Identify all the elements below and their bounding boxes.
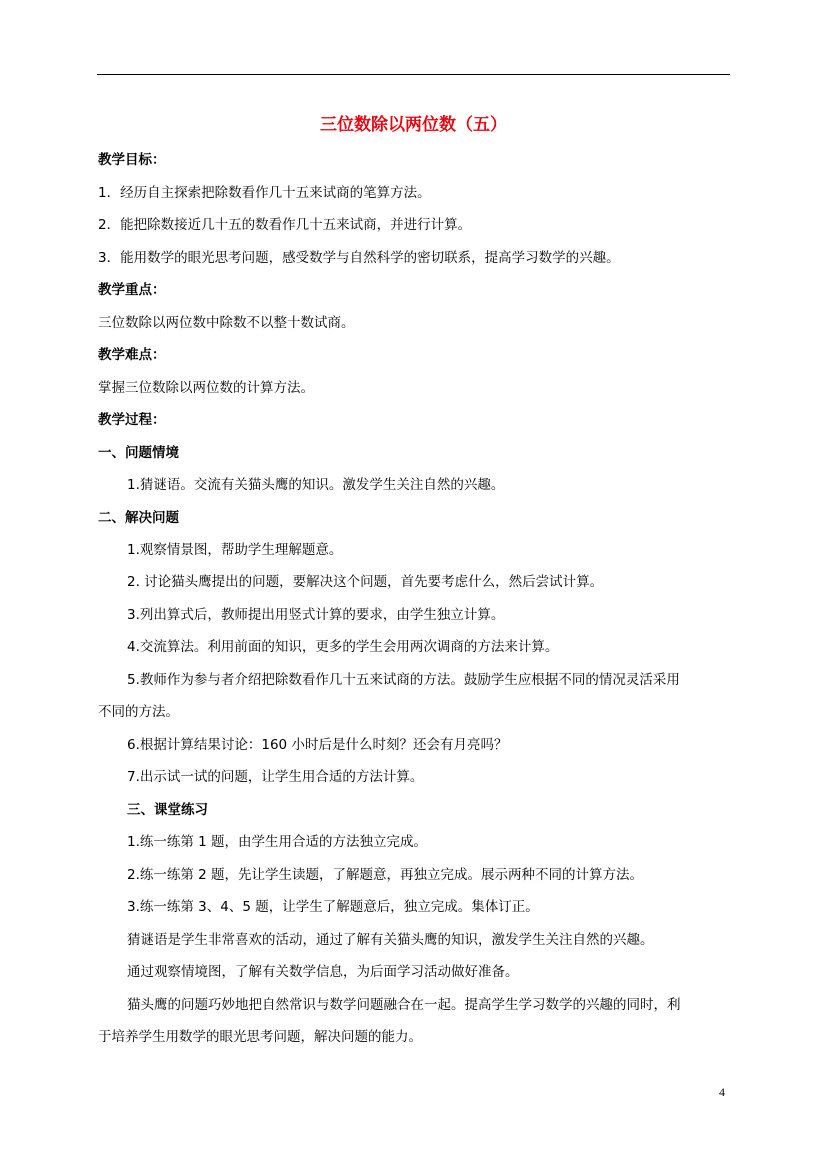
goal-item: 3．能用数学的眼光思考问题，感受数学与自然科学的密切联系，提高学习数学的兴趣。 bbox=[98, 250, 620, 266]
page-number: 4 bbox=[719, 1085, 725, 1099]
document-title: 三位数除以两位数（五） bbox=[320, 115, 507, 135]
section2-heading: 二、解决问题 bbox=[98, 510, 179, 526]
goal-item: 1．经历自主探索把除数看作几十五来试商的笔算方法。 bbox=[98, 185, 431, 201]
section3-item: 1.练一练第 1 题，由学生用合适的方法独立完成。 bbox=[127, 834, 428, 850]
reflection-paragraph-continued: 于培养学生用数学的眼光思考问题，解决问题的能力。 bbox=[98, 1029, 422, 1045]
goal-item: 2．能把除数接近几十五的数看作几十五来试商，并进行计算。 bbox=[98, 217, 472, 233]
section2-item: 7.出示试一试的问题，让学生用合适的方法计算。 bbox=[127, 769, 424, 785]
section2-item: 1.观察情景图，帮助学生理解题意。 bbox=[127, 542, 343, 558]
reflection-paragraph: 猫头鹰的问题巧妙地把自然常识与数学问题融合在一起。提高学生学习数学的兴趣的同时，利 bbox=[127, 997, 681, 1013]
section2-item: 3.列出算式后，教师提出用竖式计算的要求，由学生独立计算。 bbox=[127, 607, 505, 623]
section3-item: 2.练一练第 2 题，先让学生读题，了解题意，再独立完成。展示两种不同的计算方法。 bbox=[127, 867, 644, 883]
goals-heading: 教学目标： bbox=[98, 152, 166, 168]
section2-item: 4.交流算法。利用前面的知识，更多的学生会用两次调商的方法来计算。 bbox=[127, 639, 559, 655]
difficulty-text: 掌握三位数除以两位数的计算方法。 bbox=[98, 380, 314, 396]
header-rule bbox=[97, 74, 730, 75]
section1-heading: 一、问题情境 bbox=[98, 445, 179, 461]
reflection-paragraph: 猜谜语是学生非常喜欢的活动，通过了解有关猫头鹰的知识，激发学生关注自然的兴趣。 bbox=[127, 932, 654, 948]
reflection-paragraph: 通过观察情境图，了解有关数学信息，为后面学习活动做好准备。 bbox=[127, 964, 519, 980]
section2-item: 6.根据计算结果讨论：160 小时后是什么时刻？还会有月亮吗？ bbox=[127, 737, 508, 753]
section3-item: 3.练一练第 3、4、5 题，让学生了解题意后，独立完成。集体订正。 bbox=[127, 899, 539, 915]
key-heading: 教学重点： bbox=[98, 282, 166, 298]
section2-item-continued: 不同的方法。 bbox=[98, 704, 179, 720]
difficulty-heading: 教学难点： bbox=[98, 347, 166, 363]
process-heading: 教学过程： bbox=[98, 412, 166, 428]
key-text: 三位数除以两位数中除数不以整十数试商。 bbox=[98, 315, 355, 331]
section2-item: 2. 讨论猫头鹰提出的问题，要解决这个问题，首先要考虑什么，然后尝试计算。 bbox=[127, 574, 604, 590]
section2-item: 5.教师作为参与者介绍把除数看作几十五来试商的方法。鼓励学生应根据不同的情况灵活采用 bbox=[127, 672, 680, 688]
section3-heading: 三、课堂练习 bbox=[127, 802, 208, 818]
section1-item: 1.猜谜语。交流有关猫头鹰的知识。激发学生关注自然的兴趣。 bbox=[127, 477, 505, 493]
